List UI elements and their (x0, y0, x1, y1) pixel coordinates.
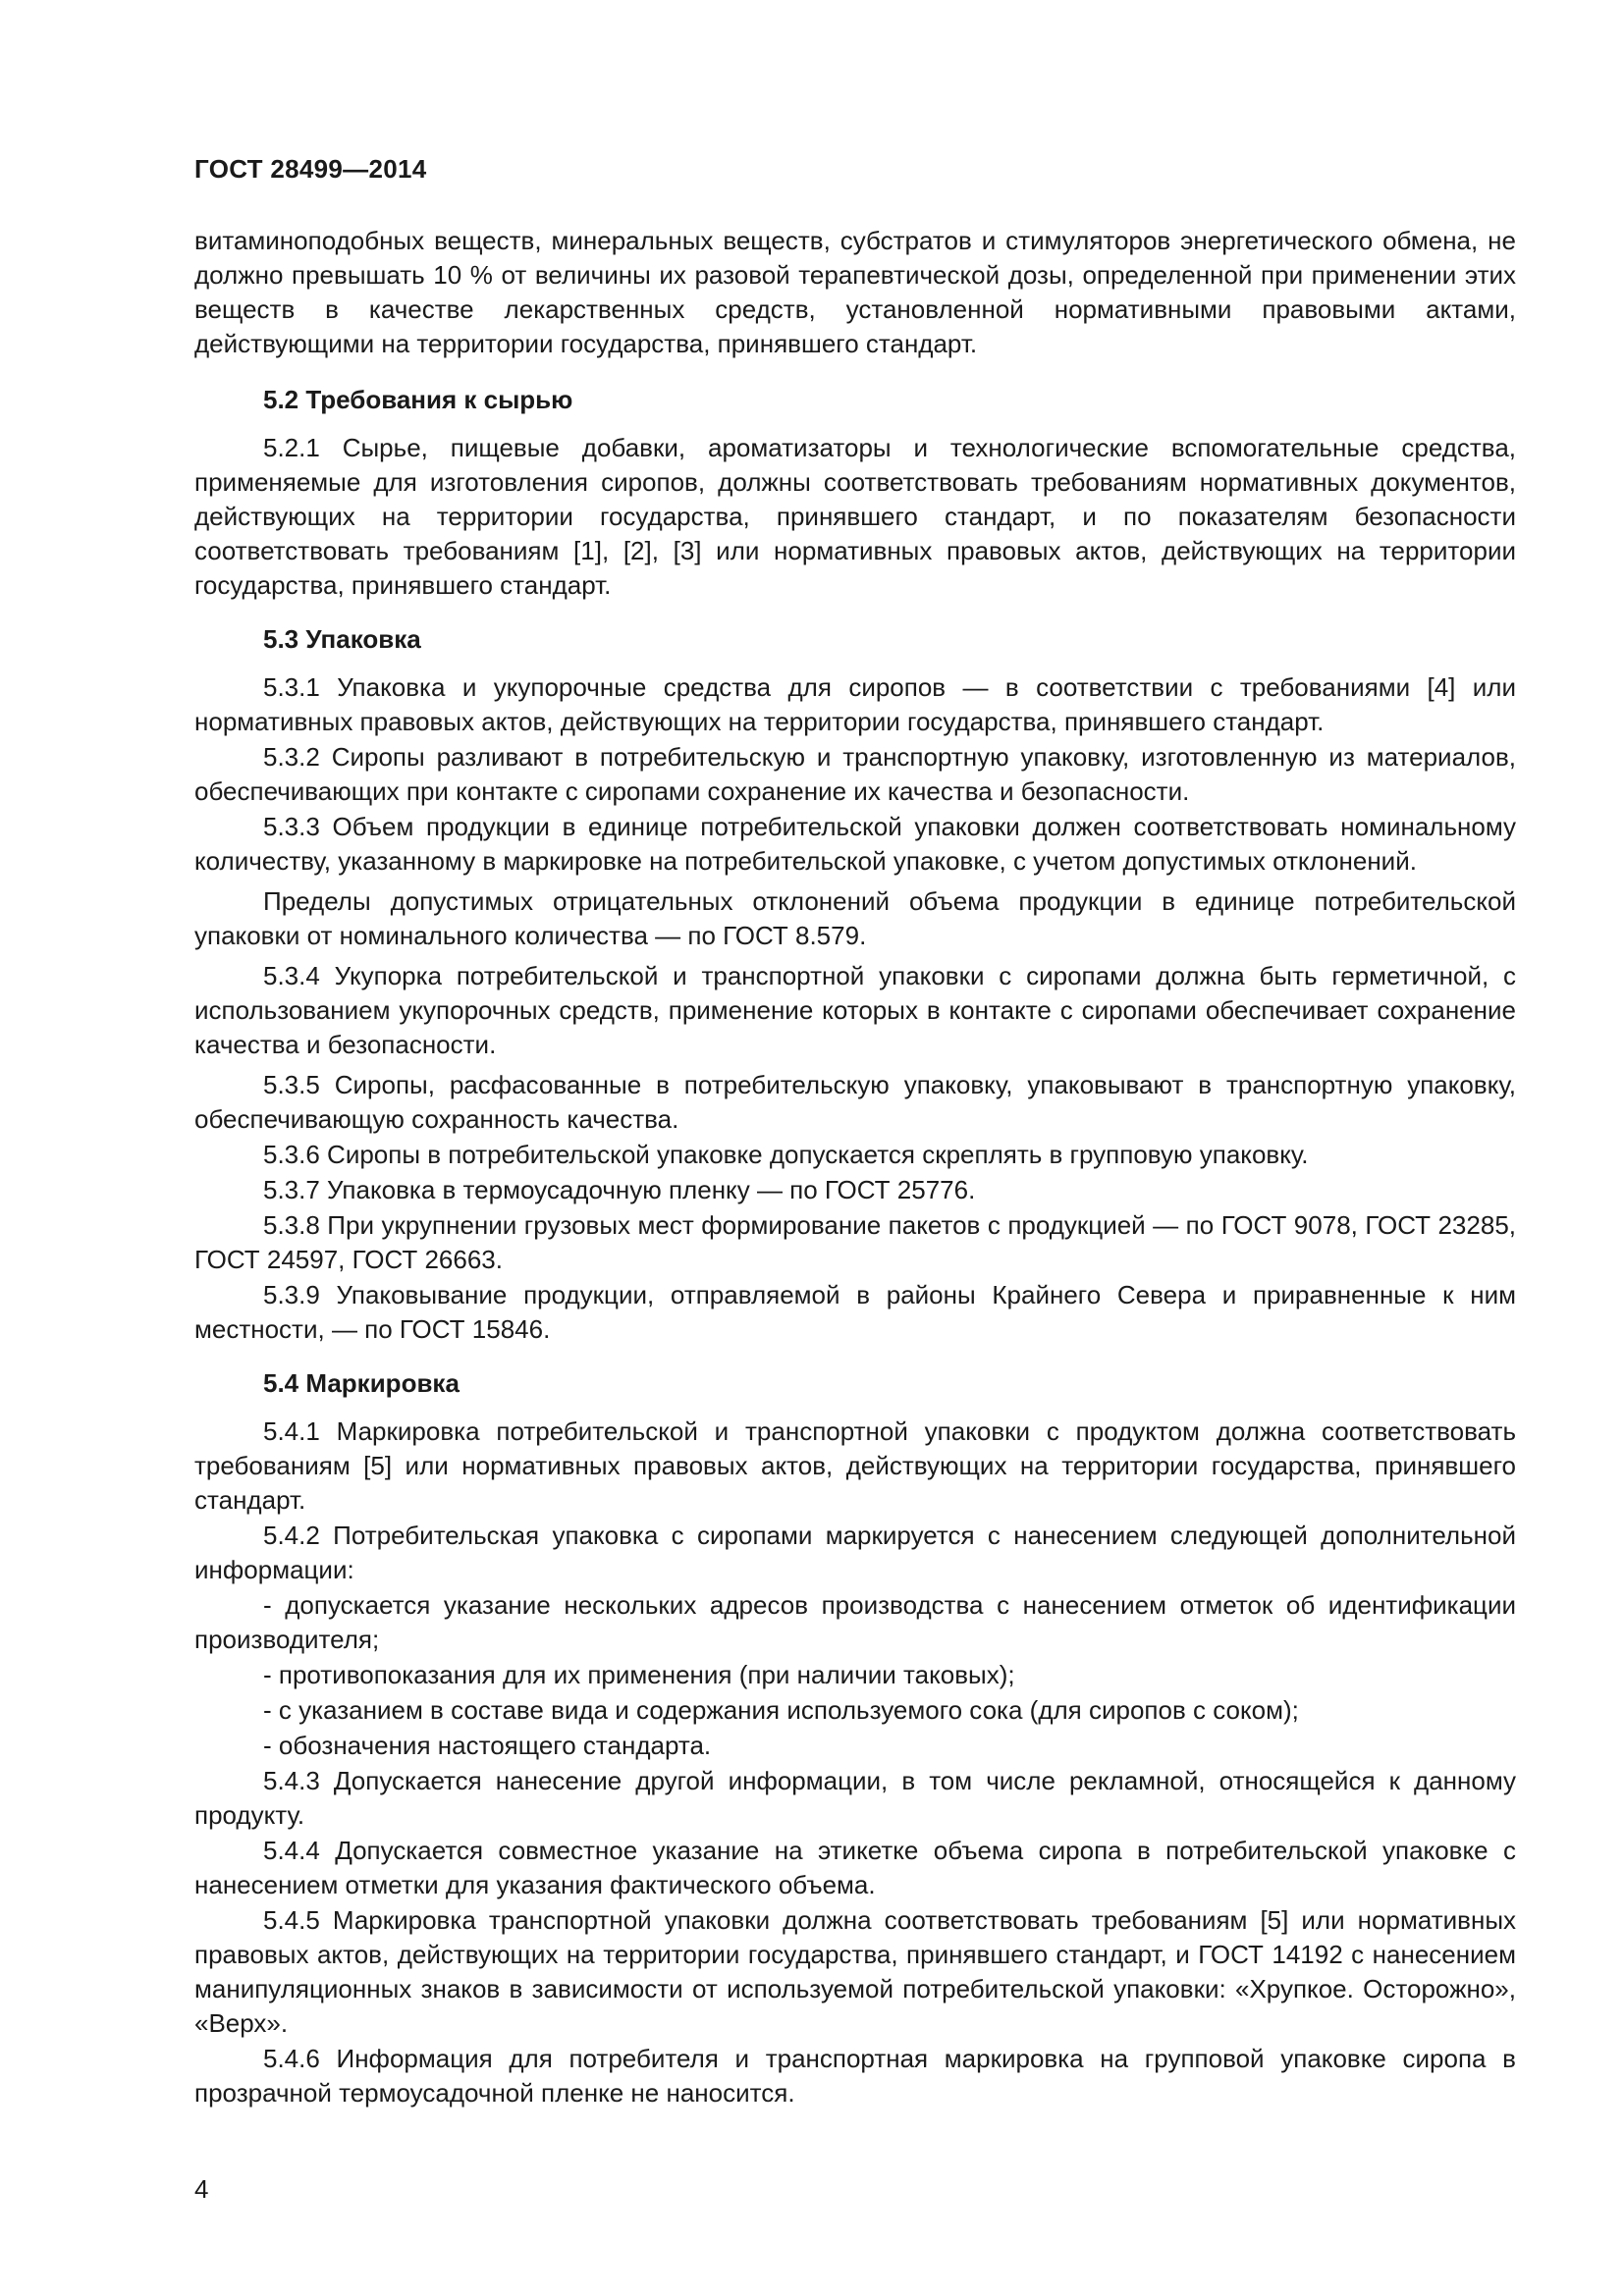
paragraph-5-2-1: 5.2.1 Сырье, пищевые добавки, ароматизаторы и технологические вспомогательные средства, применяемые для изготовления сиропов, должны соответствовать требованиям нормативных документов, действующих на территории государства, принявшего стандарт, и по показателям безопасности соответствовать требованиям [1], [2], [3] или нормативных правовых актов, действующих на территории государства, принявшего стандарт. (194, 433, 1516, 600)
paragraph-5-3-3: 5.3.3 Объем продукции в единице потребительской упаковки должен соответствовать номинальному количеству, указанному в маркировке на потребительской упаковке, с учетом допустимых отклонений. (194, 812, 1516, 876)
paragraph-5-3-2: 5.3.2 Сиропы разливают в потребительскую и транспортную упаковку, изготовленную из материалов, обеспечивающих при контакте с сиропами сохранение их качества и безопасности. (194, 742, 1516, 806)
paragraph-5-3-3-limits: Пределы допустимых отрицательных отклонений объема продукции в единице потребительской упаковки от номинального количества — по ГОСТ 8.579. (194, 886, 1516, 950)
paragraph-5-4-3: 5.4.3 Допускается нанесение другой информации, в том числе рекламной, относящейся к данному продукту. (194, 1766, 1516, 1830)
paragraph-5-3-4: 5.3.4 Укупорка потребительской и транспортной упаковки с сиропами должна быть герметичной, с использованием укупорочных средств, применение которых в контакте с сиропами обеспечивает сохранение качества и безопасности. (194, 961, 1516, 1059)
paragraph-5-3-9: 5.3.9 Упаковывание продукции, отправляемой в районы Крайнего Севера и приравненные к ним местности, — по ГОСТ 15846. (194, 1280, 1516, 1344)
list-item: - противопоказания для их применения (при наличии таковых); (263, 1660, 1015, 1689)
section-heading-5-4: 5.4 Маркировка (263, 1368, 460, 1398)
paragraph-5-3-8: 5.3.8 При укрупнении грузовых мест формирование пакетов с продукцией — по ГОСТ 9078, ГОСТ 23285, ГОСТ 24597, ГОСТ 26663. (194, 1210, 1516, 1274)
list-item: - с указанием в составе вида и содержания используемого сока (для сиропов с соком); (263, 1695, 1299, 1725)
paragraph-5-4-2: 5.4.2 Потребительская упаковка с сиропами маркируется с нанесением следующей дополнительной информации: (194, 1521, 1516, 1584)
paragraph-5-4-1: 5.4.1 Маркировка потребительской и транспортной упаковки с продуктом должна соответствовать требованиям [5] или нормативных правовых актов, действующих на территории государства, принявшего стандарт. (194, 1416, 1516, 1515)
intro-paragraph: витаминоподобных веществ, минеральных веществ, субстратов и стимуляторов энергетического обмена, не должно превышать 10 % от величины их разовой терапевтической дозы, определенной при применении этих веществ в качестве лекарственных средств, установленной нормативными правовыми актами, действующими на территории государства, принявшего стандарт. (194, 226, 1516, 358)
paragraph-5-3-5: 5.3.5 Сиропы, расфасованные в потребительскую упаковку, упаковывают в транспортную упаковку, обеспечивающую сохранность качества. (194, 1070, 1516, 1134)
list-item: - допускается указание нескольких адресов производства с нанесением отметок об идентификации производителя; (194, 1590, 1516, 1654)
paragraph-5-3-6: 5.3.6 Сиропы в потребительской упаковке допускается скреплять в групповую упаковку. (263, 1140, 1309, 1169)
section-heading-5-2: 5.2 Требования к сырью (263, 385, 573, 414)
paragraph-5-4-5: 5.4.5 Маркировка транспортной упаковки должна соответствовать требованиям [5] или нормативных правовых актов, действующих на территории государства, принявшего стандарт, и ГОСТ 14192 с нанесением манипуляционных знаков в зависимости от используемой потребительской упаковки: «Хрупкое. Осторожно», «Верх». (194, 1905, 1516, 2038)
paragraph-5-4-4: 5.4.4 Допускается совместное указание на этикетке объема сиропа в потребительской упаковке с нанесением отметки для указания фактического объема. (194, 1836, 1516, 1899)
page-number: 4 (194, 2174, 209, 2204)
paragraph-5-3-1: 5.3.1 Упаковка и укупорочные средства для сиропов — в соответствии с требованиями [4] или нормативных правовых актов, действующих на территории государства, принявшего стандарт. (194, 672, 1516, 736)
document-body (194, 224, 1516, 2110)
paragraph-5-4-6: 5.4.6 Информация для потребителя и транспортная маркировка на групповой упаковке сиропа в прозрачной термоусадочной пленке не наносится. (194, 2044, 1516, 2108)
document-header: ГОСТ 28499—2014 (194, 154, 427, 184)
section-heading-5-3: 5.3 Упаковка (263, 624, 421, 654)
list-item: - обозначения настоящего стандарта. (263, 1731, 712, 1760)
paragraph-5-3-7: 5.3.7 Упаковка в термоусадочную пленку — по ГОСТ 25776. (263, 1175, 976, 1204)
